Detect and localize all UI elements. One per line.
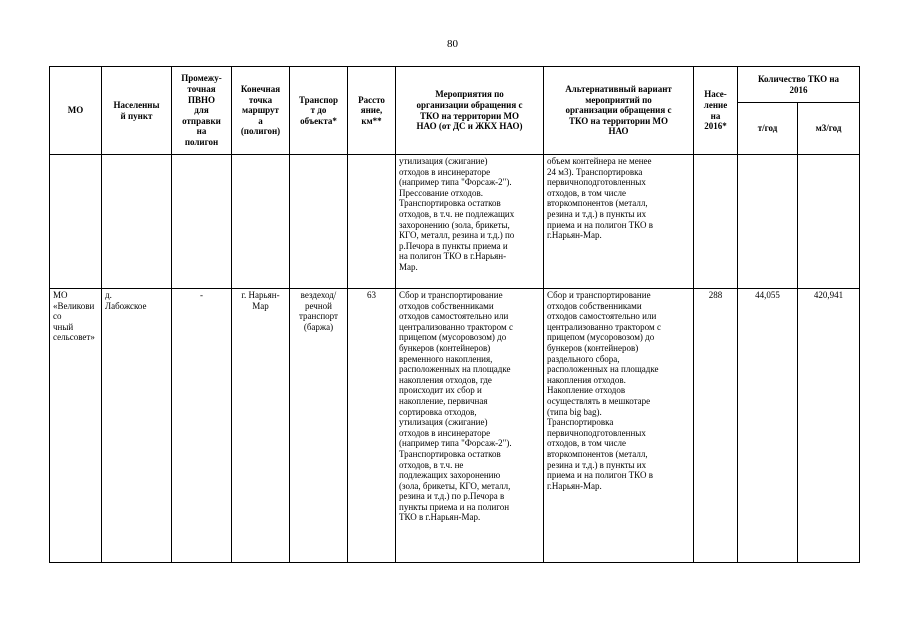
- col-header-tko-amount: Количество ТКО на 2016: [738, 67, 860, 103]
- col-header-transport: Транспор т до объекта*: [290, 67, 348, 155]
- cell-m3-per-year: 420,941: [798, 289, 860, 563]
- col-header-m3-per-year: м3/год: [798, 103, 860, 155]
- cell-population: 288: [694, 289, 738, 563]
- cell-distance: [348, 155, 396, 289]
- col-header-settlement: Населенны й пункт: [102, 67, 172, 155]
- cell-intermediate: [172, 155, 232, 289]
- cell-measures: утилизация (сжигание) отходов в инсинераторе (например типа "Форсаж-2"). Прессование отходов. Транспортировка остатков отходов, в т.ч. не подлежащих захоронению (зола, брикеты, КГО, металл, резина и т.д.) по р.Печора в пункты приема и на полигон ТКО в г.Нарьян- Мар.: [396, 155, 544, 289]
- col-header-mo: МО: [50, 67, 102, 155]
- cell-settlement: д. Лабожское: [102, 289, 172, 563]
- cell-measures: Сбор и транспортирование отходов собственниками отходов самостоятельно или централизованно трактором с прицепом (мусоровозом) до бункеров (контейнеров) временного накопления, расположенных на площадке накопления отходов, где происходит их сбор и накопление, первичная сортировка отходов, утилизация (сжигание) отходов в инсинераторе (например типа "Форсаж-2"). Транспортировка остатков отходов, в т.ч. не подлежащих захоронению (зола, брикеты, КГО, металл, резина и т.д.) по р.Печора в пункты приема и на полигон ТКО в г.Нарьян-Мар.: [396, 289, 544, 563]
- cell-transport: вездеход/ речной транспорт (баржа): [290, 289, 348, 563]
- cell-final-point: г. Нарьян- Мар: [232, 289, 290, 563]
- col-header-final-point: Конечная точка маршрут а (полигон): [232, 67, 290, 155]
- cell-mo: МО «Великовисо чный сельсовет»: [50, 289, 102, 563]
- cell-final-point: [232, 155, 290, 289]
- cell-t-per-year: [738, 155, 798, 289]
- col-header-alternative: Альтернативный вариант мероприятий по организации обращения с ТКО на территории МО НАО: [544, 67, 694, 155]
- cell-mo: [50, 155, 102, 289]
- page-number: 80: [447, 38, 458, 50]
- col-header-measures: Мероприятия по организации обращения с ТКО на территории МО НАО (от ДС и ЖКХ НАО): [396, 67, 544, 155]
- cell-transport: [290, 155, 348, 289]
- cell-distance: 63: [348, 289, 396, 563]
- cell-t-per-year: 44,055: [738, 289, 798, 563]
- table-row: [50, 289, 860, 563]
- tko-table: [49, 66, 860, 563]
- cell-intermediate: -: [172, 289, 232, 563]
- cell-alternative: объем контейнера не менее 24 м3). Транспортировка первичноподготовленных отходов, в том числе вторкомпонентов (металл, резина и т.д.) в пункты их приема и на полигон ТКО в г.Нарьян-Мар.: [544, 155, 694, 289]
- header-row-1: [50, 67, 860, 103]
- cell-alternative: Сбор и транспортирование отходов собственниками отходов самостоятельно или централизованно трактором с прицепом (мусоровозом) до бункеров (контейнеров) раздельного сбора, расположенных на площадке накопления отходов. Накопление отходов осуществлять в мешкотаре (типа big bag). Транспортировка первичноподготовленных отходов, в том числе вторкомпонентов (металл, резина и т.д.) в пункты их приема и на полигон ТКО в г.Нарьян-Мар.: [544, 289, 694, 563]
- col-header-t-per-year: т/год: [738, 103, 798, 155]
- table-row: [50, 155, 860, 289]
- col-header-intermediate: Промежу- точная ПВНО для отправки на полигон: [172, 67, 232, 155]
- cell-settlement: [102, 155, 172, 289]
- col-header-population: Насе- ление на 2016*: [694, 67, 738, 155]
- col-header-distance: Рассто яние, км**: [348, 67, 396, 155]
- cell-population: [694, 155, 738, 289]
- cell-m3-per-year: [798, 155, 860, 289]
